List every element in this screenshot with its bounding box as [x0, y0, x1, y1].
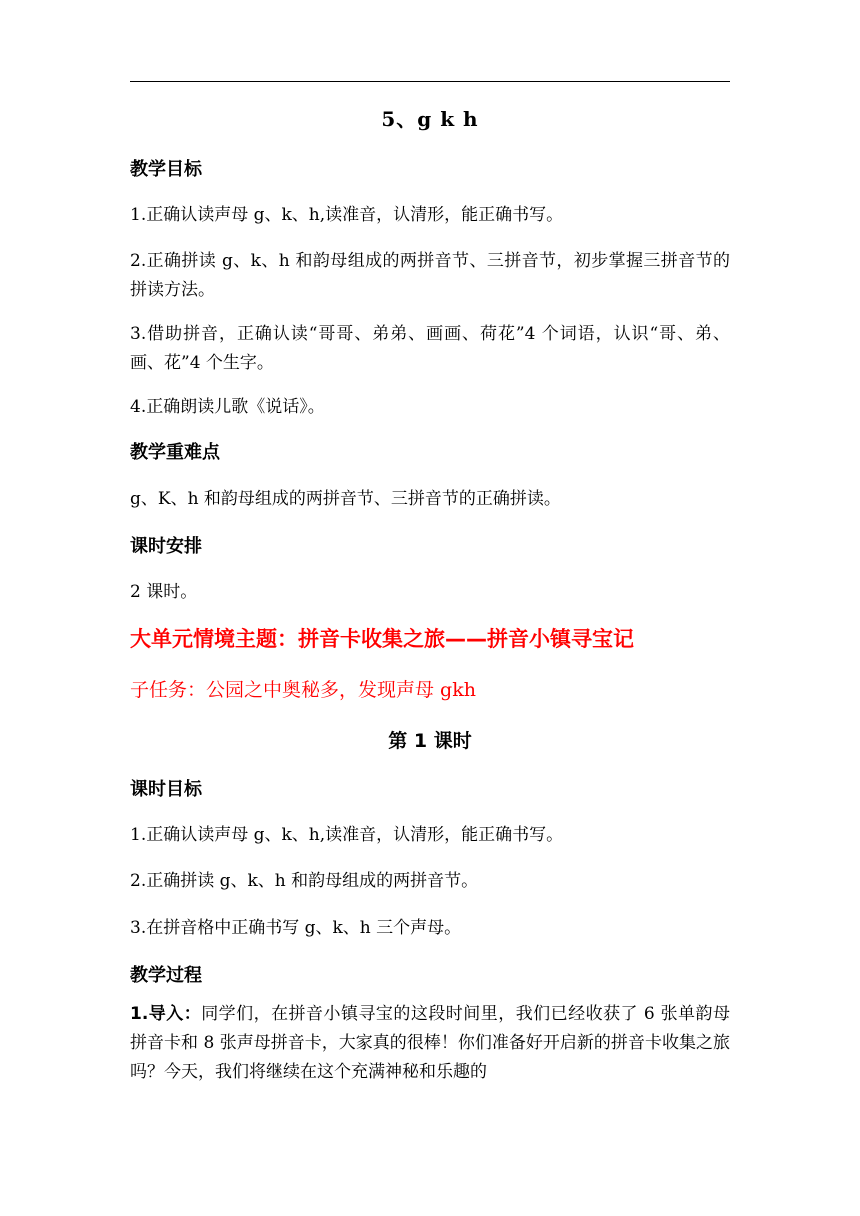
unit-theme-title: 大单元情境主题：拼音卡收集之旅——拼音小镇寻宝记 — [130, 627, 634, 651]
header-rule — [130, 81, 730, 82]
process-heading: 教学过程 — [130, 965, 202, 986]
lesson-goal-item-2: 2.正确拼读 g、k、h 和韵母组成的两拼音节。 — [130, 871, 479, 891]
lesson-goal-item-1: 1.正确认读声母 g、k、h,读准音，认清形，能正确书写。 — [130, 825, 564, 845]
goal-item-1: 1.正确认读声母 g、k、h,读准音，认清形，能正确书写。 — [130, 205, 564, 225]
schedule-text: 2 课时。 — [130, 582, 198, 602]
lesson-goal-item-3: 3.在拼音格中正确书写 g、k、h 三个声母。 — [130, 918, 462, 938]
subtask-title: 子任务：公园之中奥秘多，发现声母 gkh — [130, 679, 476, 701]
process-body-text: 同学们，在拼音小镇寻宝的这段时间里，我们已经收获了 6 张单韵母拼音卡和 8 张声母拼音卡，大家真的很棒！你们准备好开启新的拼音卡收集之旅吗？今天，我们将继续在这个充满神秘和乐趣的 — [130, 1004, 730, 1082]
lesson-goals-heading: 课时目标 — [130, 779, 202, 800]
key-points-text: g、K、h 和韵母组成的两拼音节、三拼音节的正确拼读。 — [130, 489, 561, 509]
process-paragraph — [130, 1000, 730, 1087]
process-lead-label: 1.导入： — [130, 1004, 202, 1024]
goal-item-2: 2.正确拼读 g、k、h 和韵母组成的两拼音节、三拼音节，初步掌握三拼音节的拼读方法。 — [130, 251, 730, 300]
key-points-heading: 教学重难点 — [130, 442, 220, 463]
document-title: 5、g k h — [381, 107, 479, 131]
goals-heading: 教学目标 — [130, 159, 202, 180]
goal-item-4: 4.正确朗读儿歌《说话》。 — [130, 397, 325, 417]
goal-item-3: 3.借助拼音，正确认读“哥哥、弟弟、画画、荷花”4 个词语，认识“哥、弟、画、花”4 个生字。 — [130, 324, 730, 373]
lesson-title: 第 1 课时 — [388, 730, 472, 752]
schedule-heading: 课时安排 — [130, 536, 202, 557]
